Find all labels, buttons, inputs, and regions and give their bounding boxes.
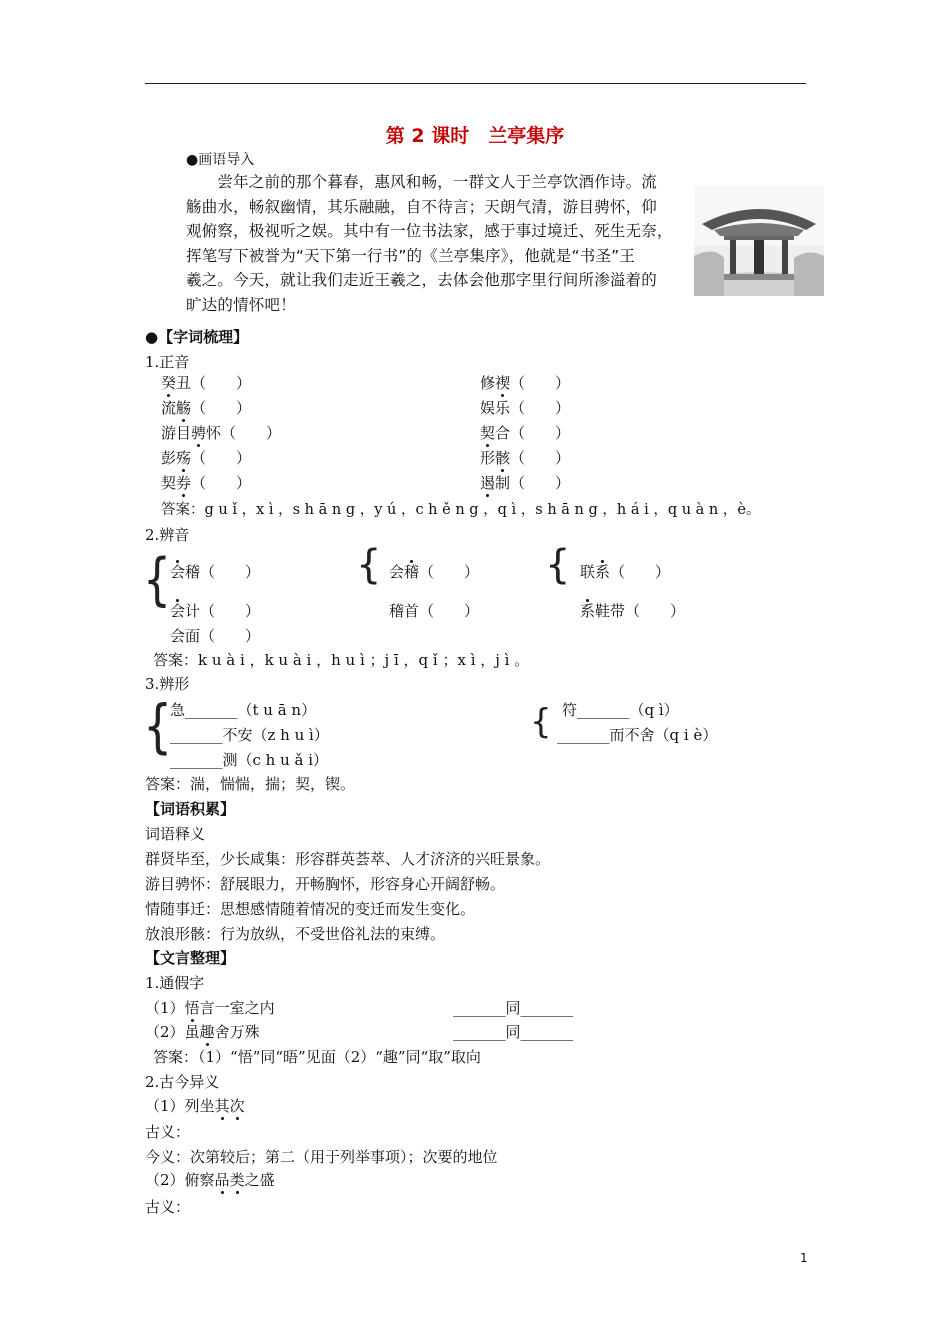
form-item: _______测（c h u ǎ i）: [170, 751, 329, 769]
pronunciation-item: 修禊（ ）: [480, 374, 571, 392]
form-item: _______而不舍（q i è）: [557, 726, 718, 744]
pronunciation-item: 会稽（ ）: [170, 563, 261, 581]
section-heading: 【文言整理】: [145, 949, 236, 967]
section-heading: ●【字词梳理】: [145, 328, 249, 346]
section-heading: 【词语积累】: [145, 800, 236, 818]
page-title: 第 2 课时 兰亭集序: [385, 125, 565, 147]
header-rule: [145, 83, 806, 84]
brace-icon: {: [545, 542, 571, 588]
tongjia-item: （2）虽趣舍万殊: [145, 1023, 260, 1041]
subsection-title: 词语释义: [145, 825, 206, 843]
form-item: 急_______（t u ā n）: [170, 701, 317, 719]
ancient-meaning: 古义：: [145, 1198, 191, 1216]
vocab-item: 游目骋怀：舒展眼力，开畅胸怀，形容身心开阔舒畅。: [145, 875, 506, 893]
vocab-item: 放浪形骸：行为放纵，不受世俗礼法的束缚。: [145, 925, 446, 943]
answer-text: 答案：k u à i ，k u à i ，h u ì ；j ī ，q ǐ ；x ì ，j ì 。: [153, 651, 530, 669]
brace-icon: {: [143, 547, 171, 614]
fill-blank: _______同_______: [453, 1023, 574, 1041]
form-item: _______不安（z h u ì）: [170, 726, 329, 744]
pronunciation-item: 流觞（ ）: [161, 399, 252, 417]
pronunciation-item: 会计（ ）: [170, 602, 261, 620]
brace-icon: {: [143, 692, 173, 760]
intro-line: 观俯察，极视听之娱。其中有一位书法家，感于事过境迁、死生无奈，: [186, 222, 673, 240]
subsection-title: 2.辨音: [145, 526, 190, 544]
answer-text: 答案：g u ǐ ，x ì ，s h ā n g ，y ú ，c h ě n g ，q ì ，s h ā n g ，h á i ，q u à n ，è。: [161, 502, 761, 518]
pronunciation-item: 形骸（ ）: [480, 449, 571, 467]
pronunciation-item: 癸丑（ ）: [161, 374, 252, 392]
page-number: 1: [800, 1251, 808, 1265]
fill-blank: _______同_______: [453, 999, 574, 1017]
pronunciation-item: 会稽（ ）: [389, 563, 480, 581]
intro-line: 羲之。今天，就让我们走近王羲之，去体会他那字里行间所渗溢着的: [186, 271, 658, 289]
vocab-item: 群贤毕至，少长咸集：形容群英荟萃、人才济济的兴旺景象。: [145, 850, 551, 868]
answer-text: 答案：湍，惴惴，揣；契，锲。: [145, 775, 356, 793]
pronunciation-item: 彭殇（ ）: [161, 449, 252, 467]
pronunciation-item: 娱乐（ ）: [480, 399, 571, 417]
pronunciation-item: 系鞋带（ ）: [580, 602, 686, 620]
modern-meaning: 今义：次第较后；第二（用于列举事项）；次要的地位: [145, 1148, 498, 1166]
pronunciation-item: 会面（ ）: [170, 627, 261, 645]
answer-text: 答案：（1）“悟”同“晤”见面（2）“趣”同“取”取向: [153, 1048, 481, 1066]
subsection-title: 1.通假字: [145, 974, 205, 992]
pronunciation-item: 遏制（ ）: [480, 474, 571, 492]
pronunciation-item: 稽首（ ）: [389, 602, 480, 620]
subsection-title: 1.正音: [145, 353, 190, 371]
intro-line: 挥笔写下被誉为“天下第一行书”的《兰亭集序》，他就是“书圣”王: [186, 246, 636, 265]
tongjia-item: （1）悟言一室之内: [145, 999, 275, 1017]
subsection-title: 3.辨形: [145, 675, 190, 693]
ancient-meaning: 古义：: [145, 1123, 191, 1141]
pronunciation-item: 契券（ ）: [161, 474, 252, 492]
intro-line: 尝年之前的那个暮春，惠风和畅，一群文人于兰亭饮酒作诗。流: [186, 173, 658, 191]
intro-line: 旷达的情怀吧！: [186, 295, 296, 314]
pronunciation-item: 游目骋怀（ ）: [161, 424, 282, 442]
form-item: 符_______（q ì）: [562, 701, 679, 719]
yiyi-item: （1）列坐其次: [145, 1097, 245, 1115]
intro-paragraph: [186, 170, 673, 317]
vocab-item: 情随事迁：思想感情随着情况的变迁而发生变化。: [145, 900, 476, 918]
pavilion-photo: [694, 186, 824, 296]
brace-icon: {: [356, 542, 382, 588]
subsection-title: 2.古今异义: [145, 1073, 220, 1091]
brace-icon: {: [530, 702, 552, 742]
yiyi-item: （2）俯察品类之盛: [145, 1171, 275, 1189]
intro-line: 觞曲水，畅叙幽情，其乐融融，自不待言；天朗气清，游目骋怀，仰: [186, 197, 658, 216]
pronunciation-item: 联系（ ）: [580, 563, 671, 581]
pronunciation-item: 契合（ ）: [480, 424, 571, 442]
intro-heading: ●画语导入: [186, 152, 255, 168]
